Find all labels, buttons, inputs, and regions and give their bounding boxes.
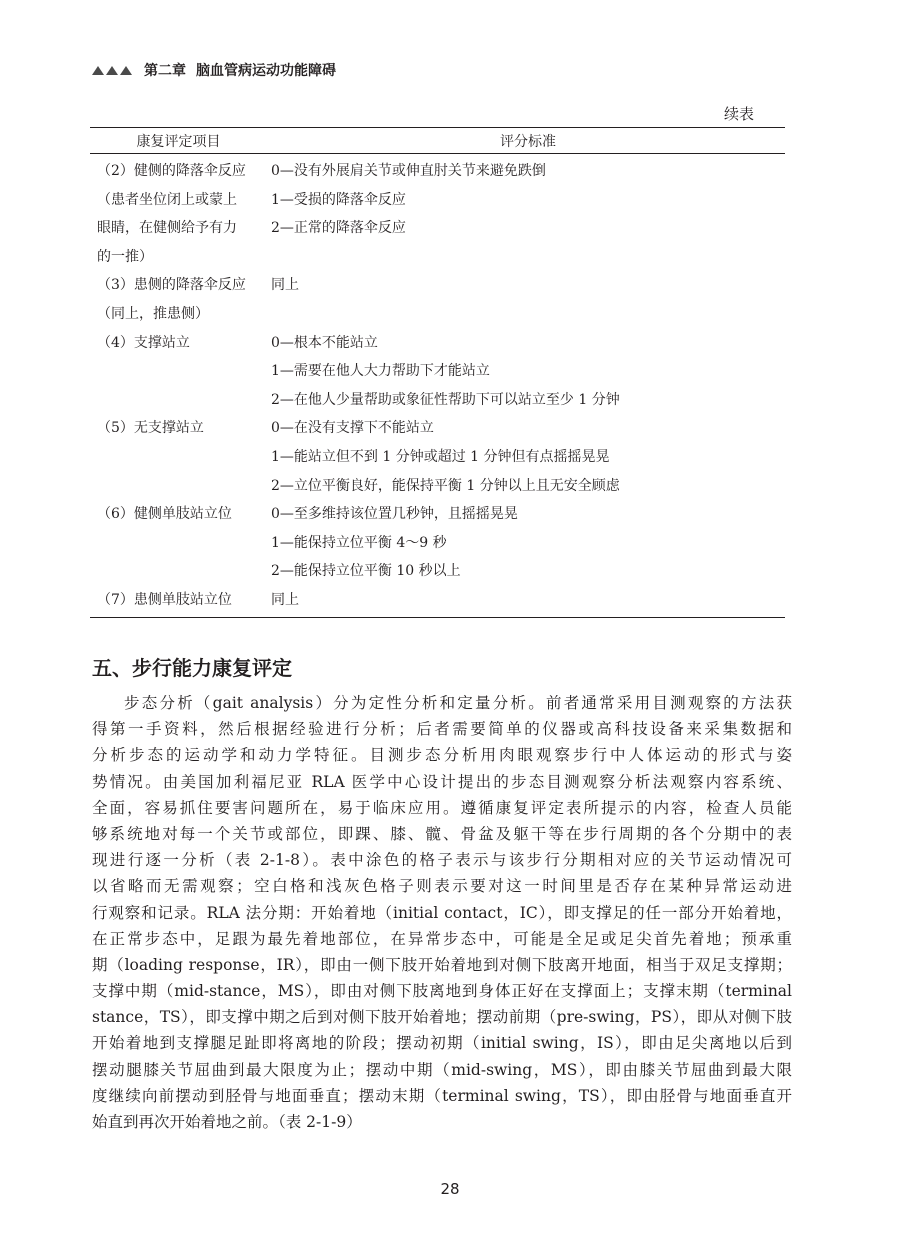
table-row <box>90 500 785 586</box>
paragraph-line: 得第一手资料，然后根据经验进行分析；后者需要简单的仪器或高科技设备来采集数据和 <box>92 720 792 739</box>
paragraph-line: 在正常步态中，足跟为最先着地部位，在异常步态中，可能是全足或足尖首先着地；预承重 <box>92 929 792 948</box>
scoring-criteria-line: 2—立位平衡良好，能保持平衡 1 分钟以上且无安全顾虑 <box>271 477 620 494</box>
scoring-criteria-cell <box>265 329 785 415</box>
scoring-criteria-line: 0—至多维持该位置几秒钟，且摇摇晃晃 <box>271 506 518 523</box>
paragraph-line: 以省略而无需观察；空白格和浅灰色格子则表示要对这一时间里是否存在某种异常运动进 <box>92 877 792 896</box>
assessment-item-line: （5）无支撑站立 <box>97 420 204 437</box>
assessment-item-line: （患者坐位闭上或蒙上 <box>97 191 237 208</box>
paragraph-line: stance，TS），即支撑中期之后到对侧下肢开始着地；摆动前期（pre-swing，PS），即从对侧下肢 <box>92 1008 792 1027</box>
paragraph-line: 全面，容易抓住要害问题所在，易于临床应用。遵循康复评定表所提示的内容，检查人员能 <box>92 798 792 817</box>
column-header-item: 康复评定项目 <box>136 133 221 150</box>
paragraph-line: 分析步态的运动学和动力学特征。目测步态分析用肉眼观察步行中人体运动的形式与姿 <box>92 746 792 765</box>
paragraph-line: 现进行逐一分析（表 2-1-8）。表中涂色的格子表示与该步行分期相对应的关节运动情况可 <box>92 851 792 870</box>
column-header-criteria: 评分标准 <box>500 133 556 150</box>
table-body <box>90 154 785 617</box>
paragraph-line: 始直到再次开始着地之前。（表 2-1-9） <box>92 1113 362 1131</box>
scoring-criteria-line: 1—能站立但不到 1 分钟或超过 1 分钟但有点摇摇晃晃 <box>271 448 610 465</box>
section-title: 五、步行能力康复评定 <box>92 656 292 680</box>
assessment-item-line: （6）健侧单肢站立位 <box>97 506 232 523</box>
scoring-criteria-cell <box>265 500 785 586</box>
scoring-criteria-line: 1—受损的降落伞反应 <box>271 191 406 208</box>
chapter-title: 脑血管病运动功能障碍 <box>196 63 336 79</box>
table-row <box>90 414 785 500</box>
scoring-criteria-line: 同上 <box>271 277 299 294</box>
page-number: 28 <box>440 1180 460 1198</box>
table-header-row <box>90 128 785 154</box>
assessment-item-cell <box>90 500 265 586</box>
scoring-criteria-line: 0—在没有支撑下不能站立 <box>271 420 434 437</box>
scoring-criteria-cell <box>265 271 785 328</box>
running-header <box>92 60 336 80</box>
paragraph-line: 支撑中期（mid-stance，MS），即由对侧下肢离地到身体正好在支撑面上；支撑末期（terminal <box>92 982 792 1001</box>
assessment-item-cell <box>90 586 265 615</box>
body-paragraph <box>92 690 792 1135</box>
scoring-criteria-line: 2—能保持立位平衡 10 秒以上 <box>271 563 461 580</box>
paragraph-line: 行观察和记录。RLA 法分期：开始着地（initial contact，IC），即支撑足的任一部分开始着地， <box>92 903 792 922</box>
table-row <box>90 157 785 271</box>
table-continued-label: 续表 <box>723 105 754 123</box>
scoring-criteria-cell <box>265 414 785 500</box>
paragraph-line: 度继续向前摆动到胫骨与地面垂直；摆动末期（terminal swing，TS），即由胫骨与地面垂直开 <box>92 1086 792 1105</box>
scoring-criteria-cell <box>265 157 785 271</box>
assessment-item-line: （同上，推患侧） <box>97 305 209 322</box>
scoring-criteria-line: 2—在他人少量帮助或象征性帮助下可以站立至少 1 分钟 <box>271 391 620 408</box>
scoring-criteria-line: 0—没有外展肩关节或伸直肘关节来避免跌倒 <box>271 163 546 179</box>
assessment-item-line: （3）患侧的降落伞反应 <box>97 277 246 294</box>
scoring-criteria-line: 1—需要在他人大力帮助下才能站立 <box>271 363 490 380</box>
assessment-item-line: 的一推） <box>97 248 153 265</box>
scoring-criteria-line: 同上 <box>271 591 299 608</box>
scoring-criteria-line: 0—根本不能站立 <box>271 334 378 351</box>
table-row <box>90 271 785 328</box>
assessment-item-cell <box>90 271 265 328</box>
triangle-marks-icon <box>92 66 134 75</box>
scoring-criteria-cell <box>265 586 785 615</box>
chapter-number: 第二章 <box>144 63 186 79</box>
assessment-table <box>90 127 785 618</box>
assessment-item-cell <box>90 414 265 500</box>
scoring-criteria-line: 2—正常的降落伞反应 <box>271 220 406 237</box>
paragraph-line: 开始着地到支撑腿足趾即将离地的阶段；摆动初期（initial swing，IS），即由足尖离地以后到 <box>92 1034 792 1053</box>
paragraph-line: 势情况。由美国加利福尼亚 RLA 医学中心设计提出的步态目测观察分析法观察内容系统、 <box>92 772 792 791</box>
paragraph-line: 期（loading response，IR），即由一侧下肢开始着地到对侧下肢离开地面，相当于双足支撑期； <box>92 955 792 974</box>
paragraph-line: 摆动腿膝关节屈曲到最大限度为止；摆动中期（mid-swing，MS），即由膝关节屈曲到最大限 <box>92 1060 792 1079</box>
assessment-item-line: （2）健侧的降落伞反应 <box>97 163 246 179</box>
paragraph-line: 够系统地对每一个关节或部位，即踝、膝、髋、骨盆及躯干等在步行周期的各个分期中的表 <box>92 824 792 843</box>
table-row <box>90 586 785 615</box>
scoring-criteria-line: 1—能保持立位平衡 4～9 秒 <box>271 534 447 551</box>
assessment-item-line: （4）支撑站立 <box>97 334 190 351</box>
paragraph-line: 步态分析（gait analysis）分为定性分析和定量分析。前者通常采用目测观察的方法获 <box>124 694 792 712</box>
assessment-item-line: 眼睛，在健侧给予有力 <box>97 220 237 237</box>
assessment-item-line: （7）患侧单肢站立位 <box>97 591 232 608</box>
assessment-item-cell <box>90 329 265 415</box>
assessment-item-cell <box>90 157 265 271</box>
table-row <box>90 329 785 415</box>
